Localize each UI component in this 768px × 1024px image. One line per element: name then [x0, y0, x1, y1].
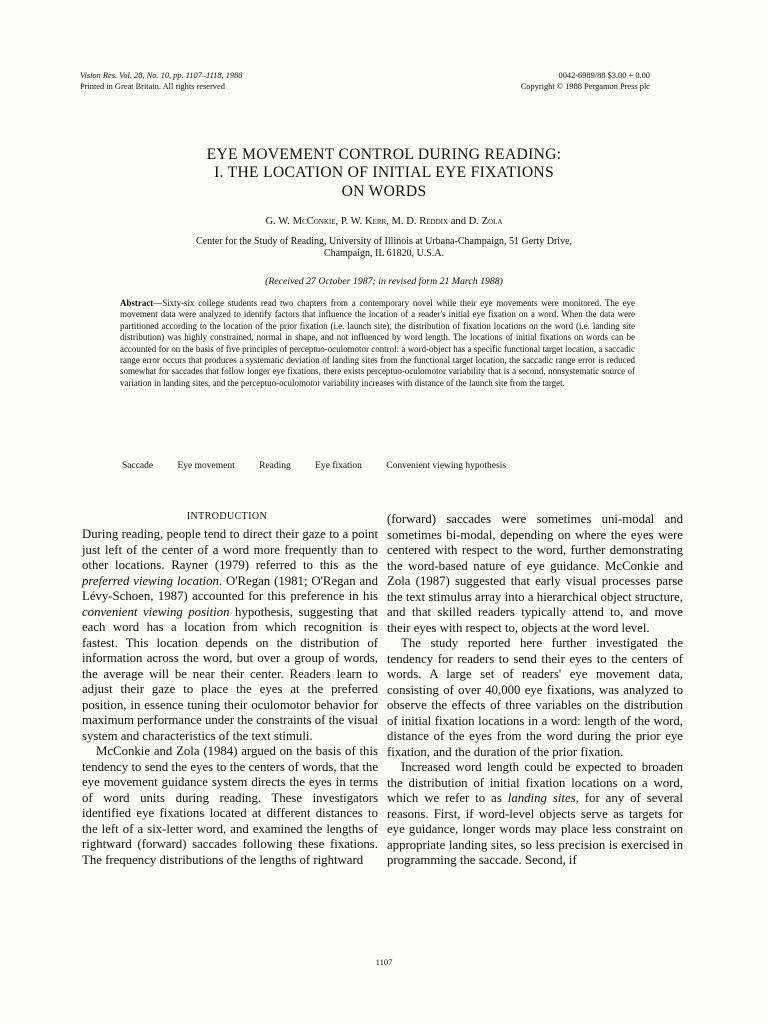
right-column [387, 512, 683, 869]
paragraph: The study reported here further investigated the tendency for readers to send their eyes to the centers of words. A large set of readers' eye movement data, consisting of over 40,000 eye fixations, was analyzed to observe the effects of three variables on the distribution of initial fixation locations in a word: length of the word, distance of the eyes from the word during the prior eye fixation, and the duration of the prior fixation. [387, 636, 683, 759]
author-2: P. W. Kerr [340, 216, 387, 227]
abstract-label: Abstract [120, 298, 154, 308]
printed-in-line: Printed in Great Britain. All rights reserved [80, 81, 225, 91]
journal-citation [80, 71, 242, 92]
paragraph: McConkie and Zola (1984) argued on the basis of this tendency to send the eyes to the centers of words, that the eye movement guidance system directs the eyes in terms of word units during reading. These investigators identified eye fixations located at different distances to the left of a six-letter word, and examined the lengths of rightward (forward) saccades following these fixations. The frequency distributions of the lengths of rightward [82, 744, 378, 867]
section-heading: INTRODUCTION [186, 511, 268, 522]
keyword: Saccade [122, 461, 154, 471]
author-4: D. Zola [468, 216, 503, 227]
abstract-text: —Sixty-six college students read two chapters from a contemporary novel while their eye movements were monitored. The eye movement data were analyzed to identify factors that influence the location of a reader's initial eye fixation on a word. When the data were partitioned according to the location of the prior fixation (i.e. launch site), the distribution of fixation locations on the word (i.e. landing site distribution) was highly constrained, normal in shape, and not influenced by word length. The locations of initial fixations on words can be accounted for on the basis of five principles of perceptuo-oculomotor control: a word-object has a specific functional target location, a saccadic range error occurs that produces a systematic deviation of landing sites from the functional target location, the saccadic range error is reduced somewhat for saccades that follow longer eye fixations, there exists perceptuo-oculomotor variability that is a second, nonsystematic source of variation in landing sites, and the perceptuo-oculomotor variability increases with distance of the launch site from the target. [120, 298, 635, 388]
received-dates: (Received 27 October 1987; in revised form 21 March 1988) [265, 276, 503, 287]
keyword: Eye movement [177, 461, 235, 471]
left-column [82, 527, 378, 868]
author-1: G. W. McConkie [265, 216, 336, 227]
author-3: M. D. Reddix [391, 216, 449, 227]
abstract [120, 298, 635, 389]
keyword: Convenient viewing hypothesis [386, 461, 507, 471]
paragraph: During reading, people tend to direct their gaze to a point just left of the center of a word more frequently than to other locations. Rayner (1979) referred to this as the preferred viewing location. O'Regan (1981; O'Regan and Lévy-Schoen, 1987) accounted for this preference in his convenient viewing position hypothesis, suggesting that each word has a location from which recognition is fastest. This location depends on the distribution of information across the word, but over a group of words, the average will be near their center. Readers learn to adjust their gaze to place the eyes at the preferred position, in essence tuning their oculomotor behavior for maximum performance under the constraints of the visual system and characteristics of the text stimuli. [82, 527, 379, 743]
page-number: 1107 [375, 957, 393, 967]
title-line-2: I. THE LOCATION OF INITIAL EYE FIXATIONS [214, 164, 554, 182]
issn-line: 0042-6989/88 $3.00 + 0.00 [558, 71, 650, 80]
copyright-block [521, 71, 650, 92]
author-list: G. W. McConkie, P. W. Kerr, M. D. Reddix and D. Zola [265, 216, 503, 227]
title-line-3: ON WORDS [341, 182, 427, 200]
paragraph: Increased word length could be expected to broaden the distribution of initial fixation locations on a word, which we refer to as landing sites, for any of several reasons. First, if word-level objects serve as targets for eye guidance, longer words may place less constraint on appropriate landing sites, so less precision is exercised in programming the saccade. Second, if [387, 760, 683, 867]
paper-title [100, 146, 668, 201]
copyright-line: Copyright © 1988 Pergamon Press plc [520, 81, 650, 91]
keywords [122, 460, 528, 472]
title-line-1: EYE MOVEMENT CONTROL DURING READING: [206, 146, 562, 163]
journal-name: Vision Res. Vol. 28, No. 10, pp. 1107–1118, 1988 [80, 71, 243, 80]
keyword: Reading [259, 461, 291, 471]
paragraph: (forward) saccades were sometimes uni-modal and sometimes bi-modal, depending on where the eyes were centered with respect to the word, further demonstrating the word-based nature of eye guidance. McConkie and Zola (1987) suggested that early visual processes parse the text stimulus array into a hierarchical object structure, and that skilled readers typically attend to, and move their eyes with respect to, objects at the word level. [387, 512, 683, 635]
affiliation: Center for the Study of Reading, University of Illinois at Urbana-Champaign, 51 Gerty Drive, Champaign, IL 61820, U.S.A. [195, 236, 573, 260]
keyword: Eye fixation [315, 461, 362, 471]
